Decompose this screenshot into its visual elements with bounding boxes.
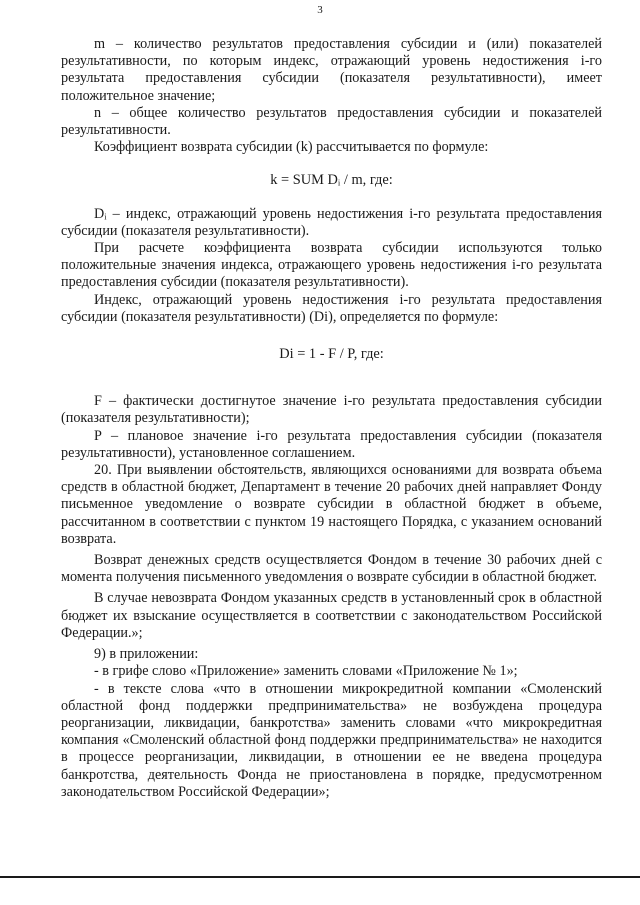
paragraph-f-definition: F – фактически достигнутое значение i-го результата предоставления субсидии (показателя результативности); <box>61 393 602 427</box>
paragraph-text-change: - в тексте слова «что в отношении микрокредитной компании «Смоленский областной фонд поддержки предпринимательства» не возбуждена процедура реорганизации, ликвидации, банкротства» заменить словами «что микрокредитная компания «Смоленский областной фонд поддержки предпринимательства» не находится в процессе реорганизации, ликвидации, в отношении ее не введена процедура банкротства, деятельность Фонда не приостановлена в порядке, предусмотренном законодательством Российской Федерации»; <box>61 680 602 800</box>
formula-k: k = SUM Dᵢ / m, где: <box>270 172 393 189</box>
paragraph-positive-values: При расчете коэффициента возврата субсидии используются только положительные значения индекса, отражающего уровень недостижения i-го результата предоставления субсидии (показателя результативности). <box>61 240 602 291</box>
paragraph-di-definition: Dᵢ – индекс, отражающий уровень недостижения i-го результата предоставления субсидии (показателя результативности). <box>61 205 602 239</box>
paragraph-stamp-change: - в грифе слово «Приложение» заменить словами «Приложение № 1»; <box>94 663 518 680</box>
document-body <box>61 36 602 801</box>
paragraph-p-definition: P – плановое значение i-го результата предоставления субсидии (показателя результативности), установленное соглашением. <box>61 427 602 461</box>
paragraph-item-9: 9) в приложении: <box>94 646 199 663</box>
paragraph-non-refund: В случае невозврата Фондом указанных средств в установленный срок в областной бюджет их взыскание осуществляется в соответствии с законодательством Российской Федерации.»; <box>61 590 602 641</box>
paragraph-k-intro: Коэффициент возврата субсидии (k) рассчитывается по формуле: <box>94 139 489 156</box>
paragraph-item-20: 20. При выявлении обстоятельств, являющихся основаниями для возврата объема средств в областной бюджет, Департамент в течение 20 рабочих дней направляет Фонду письменное уведомление о возврате субсидии в областной бюджет в объеме, рассчитанном в соответствии с пунктом 19 настоящего Порядка, с указанием оснований возврата. <box>61 462 602 547</box>
bottom-rule <box>0 876 640 878</box>
page-number: 3 <box>317 4 323 16</box>
paragraph-m-definition: m – количество результатов предоставления субсидии и (или) показателей результативности, по которым индекс, отражающий уровень недостижения i-го результата предоставления субсидии (показателя результативности), имеет положительное значение; <box>61 36 602 104</box>
paragraph-n-definition: n – общее количество результатов предоставления субсидии и показателей результативности. <box>61 104 602 139</box>
formula-di: Di = 1 - F / P, где: <box>279 346 384 363</box>
paragraph-di-intro: Индекс, отражающий уровень недостижения i-го результата предоставления субсидии (показателя результативности) (Di), определяется по формуле: <box>61 291 602 325</box>
paragraph-refund-term: Возврат денежных средств осуществляется Фондом в течение 30 рабочих дней с момента получения письменного уведомления о возврате субсидии в областной бюджет. <box>61 552 602 586</box>
